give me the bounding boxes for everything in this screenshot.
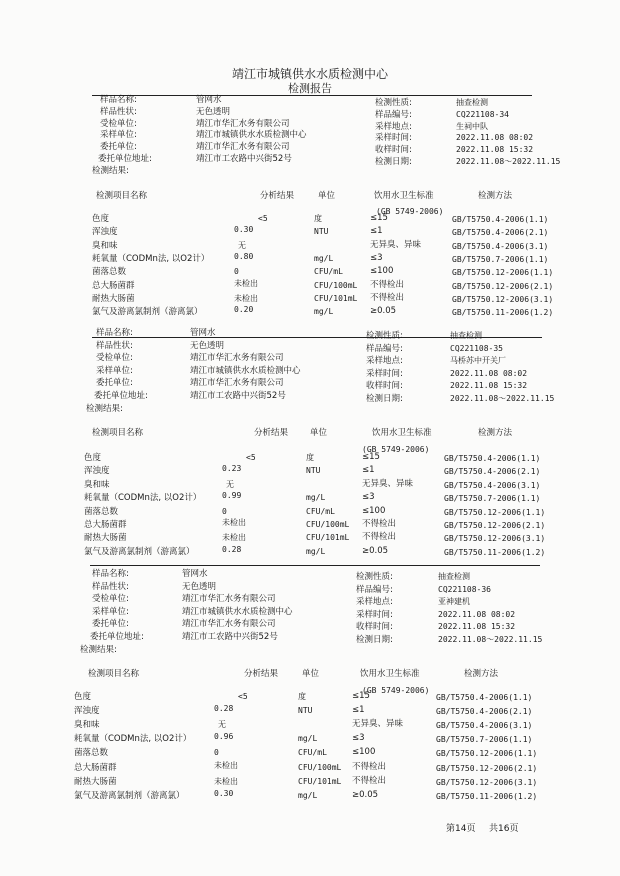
label-sampling-time: 采样时间: <box>356 609 393 620</box>
unit-value: CFU/mL <box>306 506 335 516</box>
method-value: GB/T5750.12-2006(1.1) <box>436 749 538 759</box>
unit-value: NTU <box>306 466 321 476</box>
result-value: 无 <box>238 240 246 250</box>
column-header-result: 分析结果 <box>260 191 295 201</box>
label-results: 检测结果: <box>92 165 129 176</box>
column-header-unit: 单位 <box>310 428 328 438</box>
label-sample-no: 样品编号: <box>366 343 403 354</box>
unit-value: CFU/mL <box>314 267 343 277</box>
item-name: 菌落总数 <box>74 748 109 759</box>
unit-value: mg/L <box>306 493 326 503</box>
result-value: 0 <box>222 506 227 516</box>
item-name: 氯气及游离氯制剂（游离氯） <box>92 307 203 318</box>
limit-value: 不得检出 <box>362 519 397 529</box>
label-client-unit: 委托单位: <box>100 142 137 153</box>
value-sampling-unit: 靖江市城镇供水水质检测中心 <box>190 365 301 376</box>
limit-value: ≤100 <box>362 505 386 516</box>
item-name: 耐热大肠菌 <box>92 293 135 304</box>
limit-value: 不得检出 <box>352 775 387 786</box>
column-header-item: 检测项目名称 <box>88 669 140 679</box>
value-sample-name: 管网水 <box>182 569 208 579</box>
label-sampling-site: 采样地点: <box>356 597 393 608</box>
value-test-date: 2022.11.08～2022.11.15 <box>456 157 561 166</box>
value-sample-state: 无色透明 <box>196 106 231 117</box>
unit-value: mg/L <box>314 307 334 317</box>
section-divider <box>92 95 532 96</box>
result-value: <5 <box>238 692 248 701</box>
column-header-standard: 饮用水卫生标准 <box>374 191 434 201</box>
unit-value: CFU/100mL <box>298 762 342 772</box>
item-name: 总大肠菌群 <box>92 280 135 291</box>
limit-value: 不得检出 <box>352 761 387 772</box>
label-sampling-unit: 采样单位: <box>92 606 129 617</box>
item-name: 耐热大肠菌 <box>84 533 127 544</box>
result-value: 0.80 <box>234 251 254 261</box>
label-results: 检测结果: <box>86 403 123 414</box>
value-client-address: 靖江市工农路中兴街52号 <box>190 391 286 401</box>
result-value: 0.96 <box>214 732 234 742</box>
item-name: 总大肠菌群 <box>84 520 127 530</box>
column-header-result: 分析结果 <box>254 428 289 438</box>
column-header-standard-code: (GB 5749-2006) <box>362 686 430 695</box>
item-name: 耗氧量（CODMn法, 以O2计） <box>74 734 192 745</box>
item-name: 耐热大肠菌 <box>74 776 117 787</box>
label-test-nature: 检测性质: <box>366 331 403 341</box>
column-header-item: 检测项目名称 <box>92 428 144 438</box>
limit-value: ≤3 <box>370 252 383 263</box>
method-value: GB/T5750.4-2006(1.1) <box>452 215 549 224</box>
item-name: 色度 <box>74 692 92 702</box>
unit-value: 度 <box>298 692 306 701</box>
label-test-date: 检测日期: <box>366 394 403 404</box>
result-value: 0 <box>234 267 239 277</box>
method-value: GB/T5750.12-2006(2.1) <box>436 763 538 773</box>
limit-value: ≤1 <box>362 465 375 476</box>
method-value: GB/T5750.12-2006(2.1) <box>444 521 546 530</box>
label-client-address: 委托单位地址: <box>98 154 152 164</box>
method-value: GB/T5750.12-2006(3.1) <box>436 777 538 787</box>
label-receipt-time: 收样时间: <box>375 145 412 156</box>
label-inspected-unit: 受检单位: <box>92 594 129 605</box>
method-value: GB/T5750.7-2006(1.1) <box>444 494 541 504</box>
label-client-unit: 委托单位: <box>96 378 133 389</box>
limit-value: 不得检出 <box>370 279 405 290</box>
value-sample-state: 无色透明 <box>190 340 225 351</box>
unit-value: CFU/101mL <box>298 776 342 786</box>
result-value: 0.28 <box>222 544 242 554</box>
value-inspected-unit: 靖江市华汇水务有限公司 <box>190 353 284 364</box>
limit-value: 无异臭、异味 <box>362 478 414 489</box>
value-sample-state: 无色透明 <box>182 581 217 592</box>
value-receipt-time: 2022.11.08 15:32 <box>438 622 516 632</box>
value-sampling-time: 2022.11.08 08:02 <box>438 609 516 619</box>
result-value: 未检出 <box>222 518 246 527</box>
method-value: GB/T5750.11-2006(1.2) <box>436 791 538 801</box>
method-value: GB/T5750.11-2006(1.2) <box>452 308 554 318</box>
label-sample-name: 样品名称: <box>100 95 137 105</box>
limit-value: ≤15 <box>352 691 370 701</box>
method-value: GB/T5750.12-2006(3.1) <box>444 534 546 544</box>
label-sample-name: 样品名称: <box>92 569 129 579</box>
value-sample-no: CQ221108-34 <box>456 109 509 119</box>
unit-value: 度 <box>306 453 314 462</box>
unit-value: mg/L <box>298 790 318 800</box>
value-test-date: 2022.11.08～2022.11.15 <box>450 394 555 403</box>
value-receipt-time: 2022.11.08 15:32 <box>450 381 528 391</box>
unit-value: CFU/101mL <box>306 533 350 543</box>
value-test-nature: 抽查检测 <box>450 331 482 340</box>
column-header-method: 检测方法 <box>478 191 513 201</box>
method-value: GB/T5750.4-2006(2.1) <box>444 467 541 477</box>
result-value: 未检出 <box>234 293 258 303</box>
unit-value: 度 <box>314 214 322 223</box>
unit-value: CFU/mL <box>298 748 327 758</box>
result-value: 0.23 <box>222 464 242 474</box>
limit-value: 无异臭、异味 <box>370 239 422 250</box>
item-name: 总大肠菌群 <box>74 762 117 773</box>
column-header-standard: 饮用水卫生标准 <box>372 428 432 438</box>
column-header-standard-code: (GB 5749-2006) <box>362 445 430 454</box>
result-value: 0 <box>214 748 219 758</box>
limit-value: ≥0.05 <box>352 789 379 800</box>
page-total: 共16页 <box>489 824 519 834</box>
value-sampling-time: 2022.11.08 08:02 <box>456 133 534 143</box>
method-value: GB/T5750.12-2006(3.1) <box>452 294 554 304</box>
method-value: GB/T5750.7-2006(1.1) <box>436 735 533 745</box>
result-value: 未检出 <box>222 533 246 543</box>
item-name: 浑浊度 <box>74 706 100 717</box>
item-name: 浑浊度 <box>92 227 118 238</box>
value-sample-name: 管网水 <box>190 328 216 338</box>
method-value: GB/T5750.12-2006(1.1) <box>444 507 546 517</box>
unit-value: CFU/100mL <box>314 280 358 290</box>
report-title: 检测报告 <box>288 82 332 95</box>
result-value: 未检出 <box>234 278 258 288</box>
label-receipt-time: 收样时间: <box>356 622 393 633</box>
label-inspected-unit: 受检单位: <box>100 118 137 129</box>
unit-value: NTU <box>298 706 313 716</box>
label-inspected-unit: 受检单位: <box>96 353 133 364</box>
method-value: GB/T5750.11-2006(1.2) <box>444 547 546 557</box>
label-sample-state: 样品性状: <box>92 581 129 592</box>
unit-value: CFU/101mL <box>314 293 358 303</box>
label-sample-no: 样品编号: <box>356 584 393 595</box>
result-value: <5 <box>258 214 268 223</box>
value-receipt-time: 2022.11.08 15:32 <box>456 145 534 155</box>
limit-value: 不得检出 <box>362 532 397 543</box>
limit-value: ≤100 <box>352 747 376 758</box>
value-sampling-site: 马桥苏中开关厂 <box>450 356 506 366</box>
unit-value: mg/L <box>314 253 334 263</box>
method-value: GB/T5750.4-2006(1.1) <box>436 693 533 702</box>
item-name: 臭和味 <box>92 240 118 251</box>
method-value: GB/T5750.4-2006(3.1) <box>452 241 549 251</box>
limit-value: 无异臭、异味 <box>352 719 404 730</box>
item-name: 色度 <box>92 214 110 224</box>
value-sampling-unit: 靖江市城镇供水水质检测中心 <box>196 130 307 141</box>
value-sampling-time: 2022.11.08 08:02 <box>450 368 528 378</box>
item-name: 臭和味 <box>74 720 100 731</box>
label-sample-state: 样品性状: <box>96 340 133 351</box>
label-sampling-unit: 采样单位: <box>96 365 133 376</box>
method-value: GB/T5750.4-2006(3.1) <box>436 721 533 731</box>
column-header-unit: 单位 <box>302 669 320 679</box>
page-number: 第14页 <box>446 824 476 834</box>
limit-value: ≥0.05 <box>362 545 389 556</box>
item-name: 菌落总数 <box>92 267 127 278</box>
value-sample-no: CQ221108-36 <box>438 584 491 594</box>
unit-value: mg/L <box>298 734 318 744</box>
value-client-address: 靖江市工农路中兴街52号 <box>196 154 292 164</box>
section-divider <box>90 565 540 566</box>
item-name: 耗氧量（CODMn法, 以O2计） <box>92 253 210 264</box>
method-value: GB/T5750.4-2006(1.1) <box>444 454 541 463</box>
value-test-nature: 抽查检测 <box>438 572 470 581</box>
label-test-nature: 检测性质: <box>375 98 412 108</box>
label-sampling-site: 采样地点: <box>366 356 403 367</box>
value-sampling-unit: 靖江市城镇供水水质检测中心 <box>182 606 293 617</box>
value-client-address: 靖江市工农路中兴街52号 <box>182 632 278 642</box>
label-test-date: 检测日期: <box>356 635 393 645</box>
label-client-address: 委托单位地址: <box>90 632 144 642</box>
value-inspected-unit: 靖江市华汇水务有限公司 <box>196 118 290 129</box>
result-value: <5 <box>246 453 256 462</box>
value-sample-no: CQ221108-35 <box>450 343 503 353</box>
result-value: 未检出 <box>214 776 238 786</box>
limit-value: ≤1 <box>370 226 383 237</box>
unit-value: NTU <box>314 227 329 237</box>
item-name: 耗氧量（CODMn法, 以O2计） <box>84 493 202 504</box>
limit-value: ≤15 <box>370 213 388 223</box>
label-sampling-site: 采样地点: <box>375 121 412 132</box>
result-value: 0.28 <box>214 704 234 714</box>
result-value: 0.20 <box>234 305 254 315</box>
organization-title: 靖江市城镇供水水质检测中心 <box>231 67 388 81</box>
label-test-nature: 检测性质: <box>356 572 393 582</box>
value-inspected-unit: 靖江市华汇水务有限公司 <box>182 594 276 605</box>
item-name: 浑浊度 <box>84 466 110 477</box>
item-name: 臭和味 <box>84 479 110 490</box>
value-client-unit: 靖江市华汇水务有限公司 <box>190 378 284 389</box>
column-header-standard-code: (GB 5749-2006) <box>376 207 444 216</box>
label-sampling-time: 采样时间: <box>375 133 412 144</box>
limit-value: ≤1 <box>352 705 365 716</box>
value-client-unit: 靖江市华汇水务有限公司 <box>182 619 276 630</box>
label-receipt-time: 收样时间: <box>366 381 403 392</box>
method-value: GB/T5750.7-2006(1.1) <box>452 254 549 264</box>
value-test-nature: 抽查检测 <box>456 98 488 107</box>
column-header-unit: 单位 <box>318 191 336 201</box>
value-sample-name: 管网水 <box>196 95 222 105</box>
limit-value: 不得检出 <box>370 292 405 303</box>
result-value: 未检出 <box>214 760 238 770</box>
method-value: GB/T5750.12-2006(1.1) <box>452 268 554 278</box>
label-client-address: 委托单位地址: <box>94 391 148 401</box>
limit-value: ≤3 <box>362 492 375 503</box>
unit-value: CFU/100mL <box>306 520 350 529</box>
item-name: 氯气及游离氯制剂（游离氯） <box>84 546 195 557</box>
limit-value: ≤3 <box>352 733 365 744</box>
result-value: 无 <box>226 479 234 489</box>
item-name: 氯气及游离氯制剂（游离氯） <box>74 790 185 801</box>
limit-value: ≥0.05 <box>370 306 397 317</box>
method-value: GB/T5750.12-2006(2.1) <box>452 281 554 291</box>
item-name: 色度 <box>84 453 102 463</box>
unit-value: mg/L <box>306 546 326 556</box>
label-sample-name: 样品名称: <box>96 328 133 338</box>
value-client-unit: 靖江市华汇水务有限公司 <box>196 142 290 153</box>
value-sampling-site: 生祠中队 <box>456 121 488 131</box>
item-name: 菌落总数 <box>84 506 119 517</box>
column-header-method: 检测方法 <box>478 428 513 438</box>
limit-value: ≤100 <box>370 266 394 277</box>
label-sample-state: 样品性状: <box>100 106 137 117</box>
column-header-standard: 饮用水卫生标准 <box>360 669 420 679</box>
label-sampling-unit: 采样单位: <box>100 130 137 141</box>
limit-value: ≤15 <box>362 452 380 462</box>
method-value: GB/T5750.4-2006(2.1) <box>436 707 533 717</box>
label-sample-no: 样品编号: <box>375 109 412 120</box>
result-value: 0.99 <box>222 491 242 501</box>
column-header-result: 分析结果 <box>244 669 279 679</box>
result-value: 无 <box>218 720 226 730</box>
result-value: 0.30 <box>214 788 234 798</box>
method-value: GB/T5750.4-2006(3.1) <box>444 480 541 490</box>
column-header-method: 检测方法 <box>464 669 499 679</box>
column-header-item: 检测项目名称 <box>96 191 148 201</box>
label-test-date: 检测日期: <box>375 157 412 167</box>
value-sampling-site: 亚神建机 <box>438 597 470 607</box>
method-value: GB/T5750.4-2006(2.1) <box>452 228 549 238</box>
value-test-date: 2022.11.08～2022.11.15 <box>438 635 543 644</box>
label-sampling-time: 采样时间: <box>366 368 403 379</box>
label-client-unit: 委托单位: <box>92 619 129 630</box>
label-results: 检测结果: <box>80 644 117 655</box>
result-value: 0.30 <box>234 225 254 235</box>
